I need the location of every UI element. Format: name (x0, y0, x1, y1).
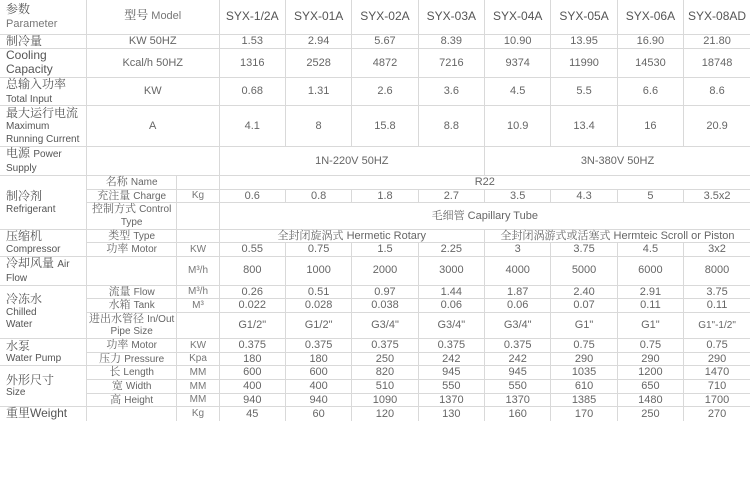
row-label-water-pump-cn: 水泵 (6, 338, 31, 353)
table-row (0, 312, 750, 338)
model-column-8: SYX-08AD (684, 0, 750, 34)
height-en: Height (124, 394, 154, 406)
cell-value: 1035 (551, 366, 617, 380)
chilled-tank-cn: 水箱 (108, 299, 131, 312)
cell-value: 290 (684, 352, 750, 366)
pipe-size-en: In/Out Pipe Size (110, 313, 175, 338)
cell-value: 550 (418, 380, 484, 394)
table-row (0, 299, 750, 313)
row-sub-chilled-tank (86, 299, 177, 313)
cell-value: 1200 (617, 366, 683, 380)
cell-value: 1.44 (418, 285, 484, 299)
table-row (0, 106, 750, 147)
cell-value: 940 (285, 393, 351, 407)
cell-value: G1/2" (285, 312, 351, 338)
row-sub-cooling-kw: KW 50HZ (86, 34, 219, 49)
row-unit-pipe-size (177, 312, 219, 338)
table-row (0, 147, 750, 176)
row-sub-length (86, 366, 177, 380)
row-label-max-current-cn: 最大运行电流 (6, 106, 79, 121)
row-label-air-flow-en: Air Flow (6, 258, 70, 284)
row-sub-compressor-motor (86, 243, 177, 257)
cell-value: 3000 (418, 256, 484, 285)
compressor-motor-en: Motor (131, 244, 157, 256)
cell-value: 1700 (684, 393, 750, 407)
compressor-type-scroll: 全封闭涡游式或活塞式 Hermteic Scroll or Piston (485, 229, 750, 243)
row-label-total-input-en: Total Input (6, 93, 53, 105)
cell-value: 2.25 (418, 243, 484, 257)
row-label-size-cn: 外形尺寸 (6, 372, 55, 387)
cell-value: 13.95 (551, 34, 617, 49)
cell-value: 4.5 (617, 243, 683, 257)
row-label-compressor (0, 229, 86, 256)
row-sub-max-current: A (86, 106, 219, 147)
cell-value: 0.375 (285, 339, 351, 353)
pump-motor-cn: 功率 (106, 339, 129, 352)
row-label-chilled-water-en2: Water (6, 318, 33, 330)
row-label-weight: 重里Weight (0, 407, 86, 421)
cell-value: 1090 (352, 393, 418, 407)
table-row (0, 339, 750, 353)
cell-value: 5.5 (551, 77, 617, 106)
cell-value: 45 (219, 407, 285, 421)
cell-value: 0.038 (352, 299, 418, 313)
row-label-cooling-capacity-en: Cooling Capacity (0, 49, 86, 78)
pump-pressure-en: Pressure (124, 353, 165, 365)
cell-value: 600 (285, 366, 351, 380)
cell-value: 242 (418, 352, 484, 366)
table-row (0, 243, 750, 257)
cell-value: 600 (219, 366, 285, 380)
control-type-value: 毛细管 Capillary Tube (219, 203, 750, 229)
chilled-flow-en: Flow (133, 286, 155, 298)
model-column-6: SYX-05A (551, 0, 617, 34)
cell-value: 940 (219, 393, 285, 407)
cell-value: 0.022 (219, 299, 285, 313)
power-supply-single-phase: 1N-220V 50HZ (219, 147, 484, 176)
header-parameter-cn: 参数 (6, 1, 31, 16)
cell-value: 8.8 (418, 106, 484, 147)
row-label-max-current-en: Maximum Running Current (6, 121, 80, 145)
pipe-size-cn: 进出水管径 (89, 312, 144, 325)
cell-value: 0.75 (551, 339, 617, 353)
row-sub-power-supply (86, 147, 219, 176)
table-header-row (0, 0, 750, 34)
cell-value: 4.5 (485, 77, 551, 106)
cell-value: 250 (352, 352, 418, 366)
refrigerant-charge-en: Charge (133, 190, 167, 202)
table-row (0, 203, 750, 229)
row-unit-height: MM (177, 393, 219, 407)
cell-value: 0.07 (551, 299, 617, 313)
compressor-type-rotary: 全封闭旋涡式 Hermetic Rotary (219, 229, 484, 243)
model-column-1: SYX-1/2A (219, 0, 285, 34)
row-sub-refrigerant-charge (86, 189, 177, 203)
row-label-size-en: Size (6, 387, 26, 399)
row-label-total-input (0, 77, 86, 106)
table-row (0, 176, 750, 190)
row-unit-compressor-type (177, 229, 219, 243)
cell-value: 290 (617, 352, 683, 366)
cell-value: 1316 (219, 49, 285, 78)
header-model-cell (86, 0, 219, 34)
cell-value: 10.90 (485, 34, 551, 49)
row-label-chilled-water-cn: 冷冻水 (6, 292, 43, 307)
row-label-refrigerant-en: Refrigerant (6, 203, 56, 215)
chilled-tank-en: Tank (133, 300, 155, 312)
control-type-cn: 控制方式 (92, 203, 136, 216)
cell-value: 550 (485, 380, 551, 394)
row-unit-refrigerant-name (177, 176, 219, 190)
cell-value: 180 (285, 352, 351, 366)
row-label-size (0, 366, 86, 407)
cell-value: 1.53 (219, 34, 285, 49)
pump-pressure-cn: 压力 (99, 352, 122, 365)
row-unit-air-flow: M³/h (177, 256, 219, 285)
chilled-flow-cn: 流量 (108, 285, 131, 298)
cell-value: 0.11 (684, 299, 750, 313)
header-parameter-en: Parameter (6, 17, 58, 30)
row-label-refrigerant (0, 176, 86, 230)
cell-value: 2.6 (352, 77, 418, 106)
row-label-power-supply-en: Power Supply (6, 149, 62, 175)
row-label-compressor-cn: 压缩机 (6, 229, 43, 244)
table-row (0, 285, 750, 299)
row-label-water-pump (0, 339, 86, 366)
cell-value: 270 (707, 407, 727, 420)
row-label-water-pump-en: Water Pump (6, 353, 62, 365)
cell-value: 710 (684, 380, 750, 394)
cell-value: 400 (219, 380, 285, 394)
row-sub-pump-pressure (86, 352, 177, 366)
header-model-cn: 型号 (124, 7, 149, 22)
row-label-max-current (0, 106, 86, 147)
header-parameter-cell (0, 0, 86, 34)
cell-value: 0.06 (418, 299, 484, 313)
row-label-air-flow (0, 256, 86, 285)
row-unit-control-type (177, 203, 219, 229)
cell-value: 610 (551, 380, 617, 394)
row-label-power-supply-cn: 电源 (6, 146, 31, 161)
cell-value: 1480 (617, 393, 683, 407)
cell-value: 0.55 (219, 243, 285, 257)
cell-value: 945 (418, 366, 484, 380)
cell-value: 510 (352, 380, 418, 394)
cell-value: 8 (285, 106, 351, 147)
cell-value: 11990 (551, 49, 617, 78)
cell-value: 0.6 (219, 189, 285, 203)
cell-value: 0.97 (352, 285, 418, 299)
table-row (0, 366, 750, 380)
row-unit-chilled-tank: M³ (177, 299, 219, 313)
table-row (0, 407, 750, 421)
model-column-4: SYX-03A (418, 0, 484, 34)
row-sub-chilled-flow (86, 285, 177, 299)
row-label-air-flow-cn: 冷却风量 (6, 255, 55, 270)
cell-value: 6.6 (617, 77, 683, 106)
refrigerant-name-cn: 名称 (105, 176, 128, 189)
table-row (0, 77, 750, 106)
table-row (0, 34, 750, 49)
row-unit-chilled-flow: M³/h (177, 285, 219, 299)
cell-value: 0.26 (219, 285, 285, 299)
cell-value: 1.8 (352, 189, 418, 203)
compressor-type-en: Type (133, 230, 156, 242)
height-cn: 高 (110, 393, 122, 406)
power-supply-three-phase: 3N-380V 50HZ (485, 147, 750, 176)
row-sub-air-flow (86, 256, 177, 285)
table-row (0, 352, 750, 366)
cell-value: 2000 (352, 256, 418, 285)
cell-value: 16 (617, 106, 683, 147)
cell-value: 0.11 (617, 299, 683, 313)
cell-value: 1370 (485, 393, 551, 407)
row-sub-refrigerant-name (86, 176, 177, 190)
cell-value: 8.6 (684, 77, 750, 106)
cell-value: 1.5 (352, 243, 418, 257)
cell-value: 170 (551, 407, 617, 421)
row-label-chilled-water-en1: Chilled (6, 307, 37, 319)
cell-value: 4.1 (219, 106, 285, 147)
cell-value: 18748 (684, 49, 750, 78)
cell-value: 0.375 (418, 339, 484, 353)
cell-value: 650 (617, 380, 683, 394)
cell-value: 0.8 (285, 189, 351, 203)
row-label-cooling-capacity-cn: 制冷量 (0, 34, 86, 49)
cell-value: 4000 (485, 256, 551, 285)
row-unit-compressor-motor: KW (177, 243, 219, 257)
cell-value: 3.6 (418, 77, 484, 106)
cell-value: G1/2" (219, 312, 285, 338)
control-type-en: Control Type (120, 204, 172, 228)
cell-value: G3/4" (485, 312, 551, 338)
refrigerant-charge-cn: 充注量 (97, 189, 131, 202)
cell-value: 1000 (285, 256, 351, 285)
cell-value: 400 (285, 380, 351, 394)
table-row (0, 189, 750, 203)
cell-value: 21.80 (684, 34, 750, 49)
row-sub-control-type (86, 203, 177, 229)
cell-value: 130 (418, 407, 484, 421)
cell-value: 1470 (684, 366, 750, 380)
width-en: Width (125, 381, 152, 392)
cell-value: 5.67 (352, 34, 418, 49)
cell-value: 250 (617, 407, 683, 421)
cell-value: 4.3 (551, 189, 617, 203)
row-sub-height (86, 393, 177, 407)
refrigerant-name-en: Name (130, 177, 158, 189)
table-row (0, 49, 750, 78)
cell-value: 2.7 (418, 189, 484, 203)
cell-value: 0.68 (219, 77, 285, 106)
row-sub-total-input: KW (86, 77, 219, 106)
row-unit-refrigerant-charge: Kg (177, 189, 219, 203)
table-row (0, 229, 750, 243)
row-label-refrigerant-cn: 制冷剂 (6, 188, 43, 203)
cell-value: 5000 (551, 256, 617, 285)
table-row (0, 380, 750, 394)
cell-value: 2.94 (285, 34, 351, 49)
cell-value: 2.40 (551, 285, 617, 299)
row-label-total-input-cn: 总输入功率 (6, 76, 67, 91)
row-label-power-supply (0, 147, 86, 176)
cell-value: 0.75 (285, 243, 351, 257)
cell-value: 20.9 (684, 106, 750, 147)
compressor-type-cn: 类型 (108, 229, 131, 242)
row-sub-pump-motor (86, 339, 177, 353)
cell-value: 3.75 (551, 243, 617, 257)
cell-value: 9374 (485, 49, 551, 78)
cell-value: 820 (352, 366, 418, 380)
cell-value: 6000 (617, 256, 683, 285)
row-unit-length: MM (177, 366, 219, 380)
row-unit-pump-motor: KW (177, 339, 219, 353)
refrigerant-name-value: R22 (219, 176, 750, 190)
cell-value: G3/4" (418, 312, 484, 338)
cell-value: 242 (485, 352, 551, 366)
cell-value: 180 (219, 352, 285, 366)
cell-value: 160 (485, 407, 551, 421)
cell-value: 3.75 (684, 285, 750, 299)
cell-value: 1385 (551, 393, 617, 407)
pump-motor-en: Motor (131, 340, 157, 352)
cell-value: 7216 (418, 49, 484, 78)
cell-value: 0.375 (485, 339, 551, 353)
row-sub-cooling-kcal: Kcal/h 50HZ (86, 49, 219, 78)
header-model-en: Model (151, 9, 182, 22)
cell-value: 120 (352, 407, 418, 421)
row-sub-compressor-type (86, 229, 177, 243)
length-en: Length (123, 367, 154, 379)
cell-value: 3.5 (485, 189, 551, 203)
cell-value: 1.87 (485, 285, 551, 299)
cell-value: 60 (285, 407, 351, 421)
cell-value: 8.39 (418, 34, 484, 49)
cell-value: 2.91 (617, 285, 683, 299)
cell-value: 10.9 (485, 106, 551, 147)
cell-value: 4872 (352, 49, 418, 78)
cell-value: 290 (551, 352, 617, 366)
cell-value: 800 (219, 256, 285, 285)
cell-value: 0.75 (684, 339, 750, 353)
row-sub-width (86, 380, 177, 394)
table-row (0, 393, 750, 407)
row-sub-weight (86, 407, 177, 421)
cell-value: 1370 (418, 393, 484, 407)
cell-value: 945 (485, 366, 551, 380)
model-column-7: SYX-06A (617, 0, 683, 34)
cell-value: 15.8 (352, 106, 418, 147)
model-column-2: SYX-01A (285, 0, 351, 34)
row-sub-pipe-size (86, 312, 177, 338)
row-unit-weight: Kg (177, 407, 219, 421)
cell-value: 0.028 (285, 299, 351, 313)
cell-value: 0.375 (352, 339, 418, 353)
model-column-3: SYX-02A (352, 0, 418, 34)
cell-value: 5 (617, 189, 683, 203)
cell-value: 0.51 (285, 285, 351, 299)
cell-value: 0.75 (617, 339, 683, 353)
cell-value: 3.5x2 (684, 189, 750, 203)
width-cn: 宽 (111, 380, 123, 392)
compressor-motor-cn: 功率 (106, 243, 129, 256)
cell-value: 0.375 (219, 339, 285, 353)
model-column-5: SYX-04A (485, 0, 551, 34)
cell-value: 2528 (285, 49, 351, 78)
row-label-chilled-water (0, 285, 86, 339)
row-label-compressor-en: Compressor (6, 243, 61, 255)
cell-value: 3 (485, 243, 551, 257)
cell-value: 8000 (684, 256, 750, 285)
row-unit-pump-pressure: Kpa (177, 352, 219, 366)
cell-value: 13.4 (551, 106, 617, 147)
table-row (0, 256, 750, 285)
cell-value: 1.31 (285, 77, 351, 106)
cell-value: G1"-1/2" (684, 312, 750, 338)
cell-value: 0.06 (485, 299, 551, 313)
cell-value: G3/4" (352, 312, 418, 338)
cell-value: 16.90 (617, 34, 683, 49)
cell-value: G1" (551, 312, 617, 338)
cell-value: G1" (617, 312, 683, 338)
length-cn: 长 (109, 366, 121, 379)
cell-value: 14530 (617, 49, 683, 78)
row-unit-width: MM (177, 380, 219, 394)
cell-value: 3x2 (684, 243, 750, 257)
